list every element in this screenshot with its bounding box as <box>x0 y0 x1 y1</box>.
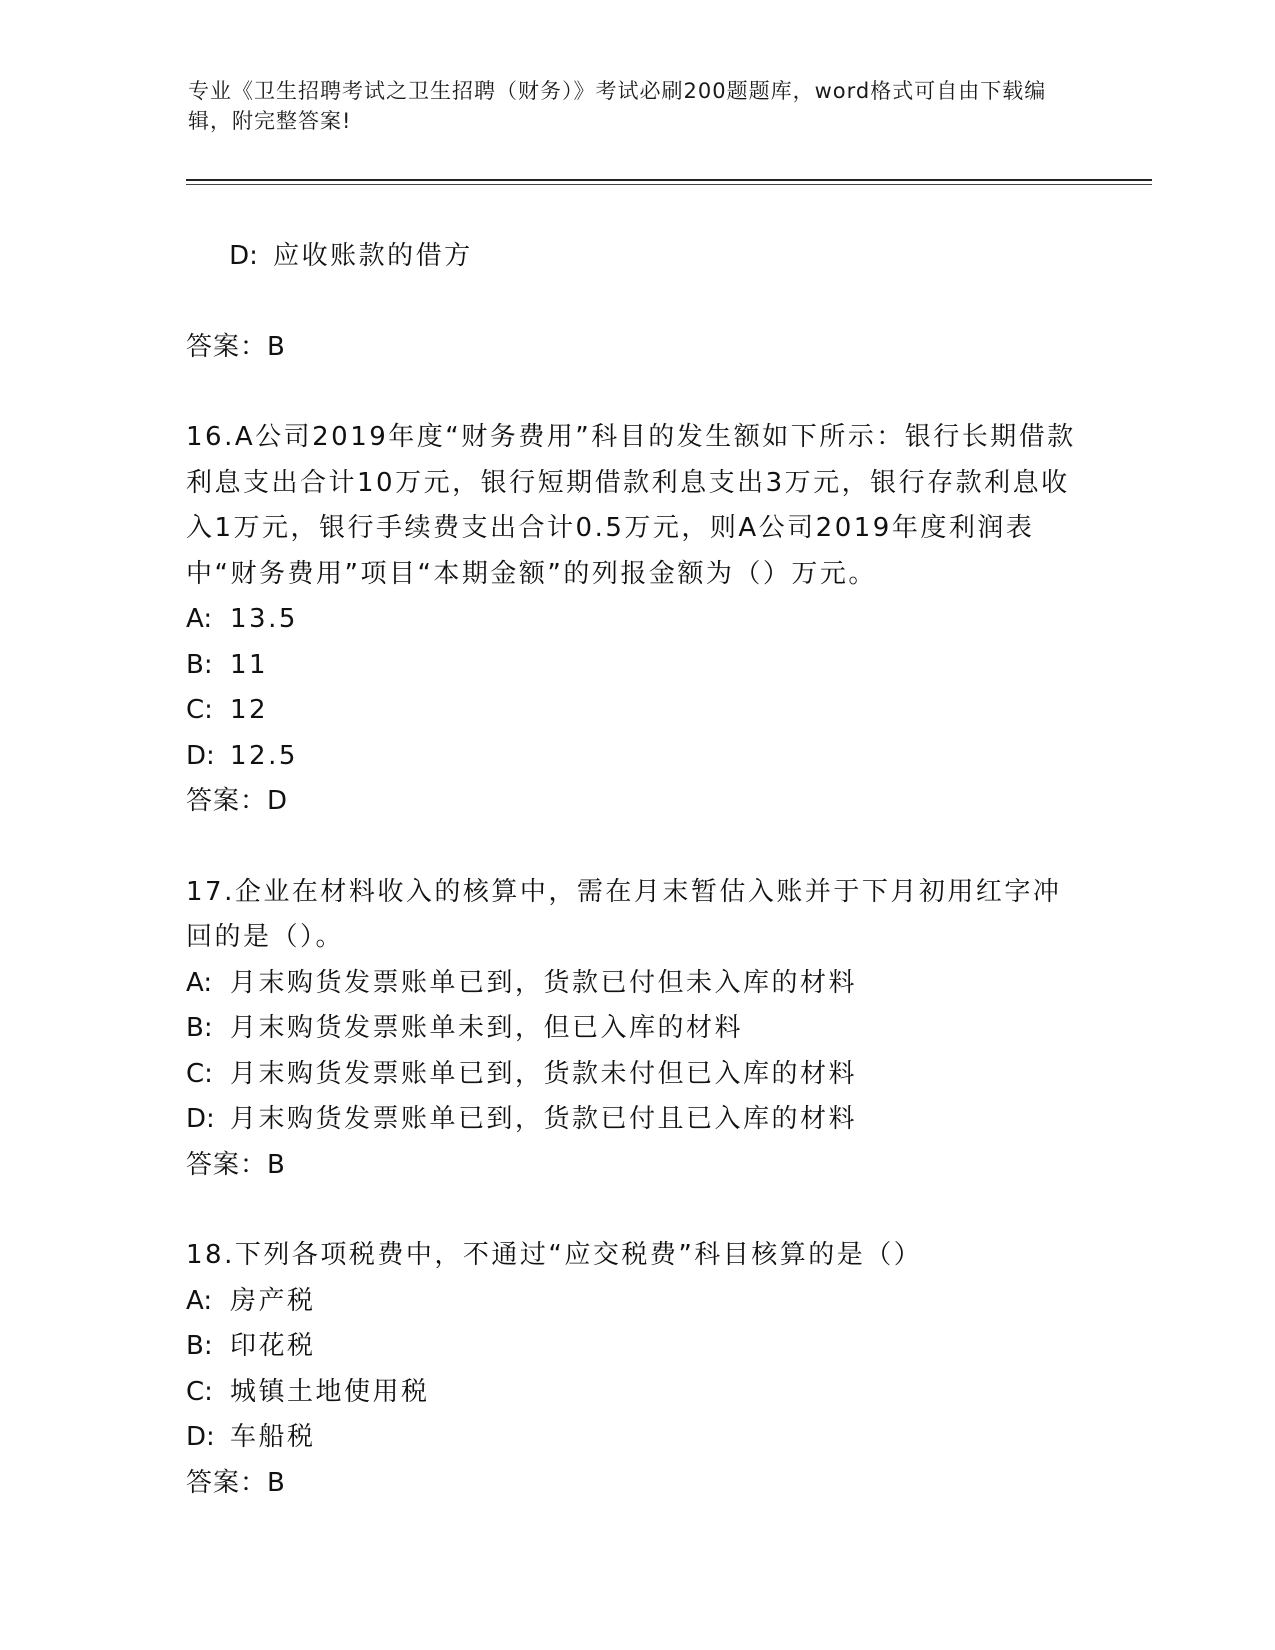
question-18 <box>186 1233 1086 1506</box>
option-c <box>186 1370 1086 1416</box>
option-d <box>186 734 1086 780</box>
option-text: 月末购货发票账单已到，货款未付但已入库的材料 <box>230 1058 858 1089</box>
option-text: 12.5 <box>230 740 298 771</box>
answer-line: 答案：B <box>186 1149 286 1180</box>
question-17 <box>186 870 1086 1189</box>
option-text: 月末购货发票账单未到，但已入库的材料 <box>230 1013 744 1043</box>
option-c <box>186 1052 1086 1098</box>
answer-line: 答案：D <box>186 786 289 816</box>
option-letter: A: <box>186 967 213 998</box>
option-b <box>186 1324 1086 1370</box>
option-c <box>186 688 1086 734</box>
option-text: 13.5 <box>230 604 298 634</box>
option-letter: A: <box>186 1285 213 1316</box>
question-16 <box>186 415 1086 825</box>
option-a <box>186 961 1086 1007</box>
option-letter: D: <box>186 1104 215 1134</box>
option-text: 月末购货发票账单已到，货款已付但未入库的材料 <box>230 967 858 998</box>
option-b <box>186 1006 1086 1052</box>
header-rule-thick <box>186 179 1152 181</box>
option-letter: C: <box>186 695 213 725</box>
option-letter: C: <box>186 1376 213 1407</box>
option-letter: B: <box>186 649 213 680</box>
option-text: 城镇土地使用税 <box>230 1376 430 1407</box>
option-letter: B: <box>186 1331 213 1361</box>
option-text: 月末购货发票账单已到，货款已付且已入库的材料 <box>230 1104 858 1134</box>
option-text: 应收账款的借方 <box>273 240 473 271</box>
option-letter: B: <box>186 1013 213 1043</box>
option-a <box>186 597 1086 643</box>
option-text: 11 <box>230 649 269 680</box>
option-text: 12 <box>230 695 269 725</box>
question-stem: 16.A公司2019年度“财务费用”科目的发生额如下所示：银行长期借款利息支出合计10万元，银行短期借款利息支出3万元，银行存款利息收入1万元，银行手续费支出合计0.5万元，则A公司2019年度利润表中“财务费用”项目“本期金额”的列报金额为（）万元。 <box>186 422 1076 589</box>
option-text: 印花税 <box>230 1331 316 1361</box>
option-letter: C: <box>186 1058 213 1089</box>
document-header: 专业《卫生招聘考试之卫生招聘（财务）》考试必刷200题题库，word格式可自由下载编辑，附完整答案! <box>188 79 1047 133</box>
answer-line: 答案：B <box>186 1467 286 1498</box>
header-rule-thin <box>186 184 1152 185</box>
question-stem: 18.下列各项税费中，不通过“应交税费”科目核算的是（） <box>186 1240 923 1270</box>
document-body <box>186 188 1086 1506</box>
option-d <box>186 1415 1086 1461</box>
option-letter: D: <box>229 240 258 271</box>
question-stem: 17.企业在材料收入的核算中，需在月末暂估入账并于下月初用红字冲回的是（）。 <box>186 876 1062 952</box>
option-letter: A: <box>186 604 213 634</box>
option-d <box>186 1097 1086 1143</box>
option-text: 车船税 <box>230 1422 316 1452</box>
option-text: 房产税 <box>230 1285 316 1316</box>
option-letter: D: <box>186 740 215 771</box>
option-b <box>186 643 1086 689</box>
answer-line: 答案：B <box>186 331 286 362</box>
option-d <box>186 188 1086 325</box>
option-letter: D: <box>186 1422 215 1452</box>
option-a <box>186 1279 1086 1325</box>
